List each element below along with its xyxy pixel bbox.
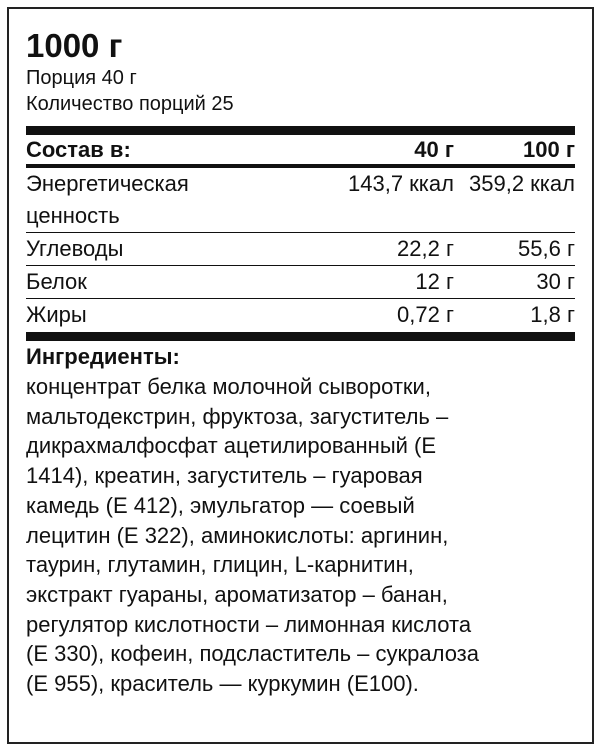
row-name: Белок [26, 269, 87, 294]
ingredients-line: (Е 330), кофеин, подсластитель – сукралоза [26, 641, 479, 667]
table-row-energy [26, 168, 575, 232]
column-header-100g: 100 г [523, 137, 575, 162]
row-name-line: ценность [26, 203, 120, 228]
value-100g: 30 г [536, 269, 575, 294]
thick-divider [26, 126, 575, 135]
ingredients-text [26, 372, 575, 699]
row-name: Жиры [26, 302, 87, 327]
value-40g: 0,72 г [397, 302, 454, 327]
value-40g: 12 г [415, 269, 454, 294]
ingredients-line: мальтодекстрин, фруктоза, загуститель – [26, 403, 449, 429]
row-name-line: Энергетическая [26, 171, 189, 196]
nutrition-label [7, 7, 594, 744]
ingredients-line: 1414), креатин, загуститель – гуаровая [26, 463, 423, 489]
ingredients-line: экстракт гуараны, ароматизатор – банан, [26, 581, 448, 607]
value-40g: 143,7 ккал [348, 171, 454, 196]
table-row-fat [26, 299, 575, 331]
value-100g: 359,2 ккал [469, 171, 575, 196]
ingredients-line: дикрахмалфосфат ацетилированный (Е [26, 433, 437, 459]
ingredients-title: Ингредиенты: [26, 344, 180, 369]
servings-count: Количество порций 25 [26, 93, 234, 115]
ingredients-line: камедь (Е 412), эмульгатор — соевый [26, 492, 415, 518]
thick-divider [26, 332, 575, 341]
serving-size: Порция 40 г [26, 67, 137, 89]
value-100g: 1,8 г [530, 302, 575, 327]
column-header-name: Состав в: [26, 137, 131, 162]
table-row-carbs [26, 233, 575, 265]
ingredients-line: регулятор кислотности – лимонная кислота [26, 611, 472, 637]
column-header-40g: 40 г [414, 137, 454, 162]
value-40g: 22,2 г [397, 236, 454, 261]
table-row-protein [26, 266, 575, 298]
table-header [26, 135, 575, 164]
package-weight: 1000 г [26, 27, 123, 64]
label-content [26, 9, 575, 699]
row-name: Углеводы [26, 236, 124, 261]
value-100g: 55,6 г [518, 236, 575, 261]
ingredients-line: таурин, глутамин, глицин, L-карнитин, [26, 552, 414, 578]
ingredients-line: (Е 955), краситель — куркумин (Е100). [26, 671, 419, 697]
nutrition-table [26, 135, 575, 331]
ingredients-line: лецитин (Е 322), аминокислоты: аргинин, [26, 522, 449, 548]
row-name [26, 168, 294, 232]
ingredients-line: концентрат белка молочной сыворотки, [26, 374, 431, 399]
